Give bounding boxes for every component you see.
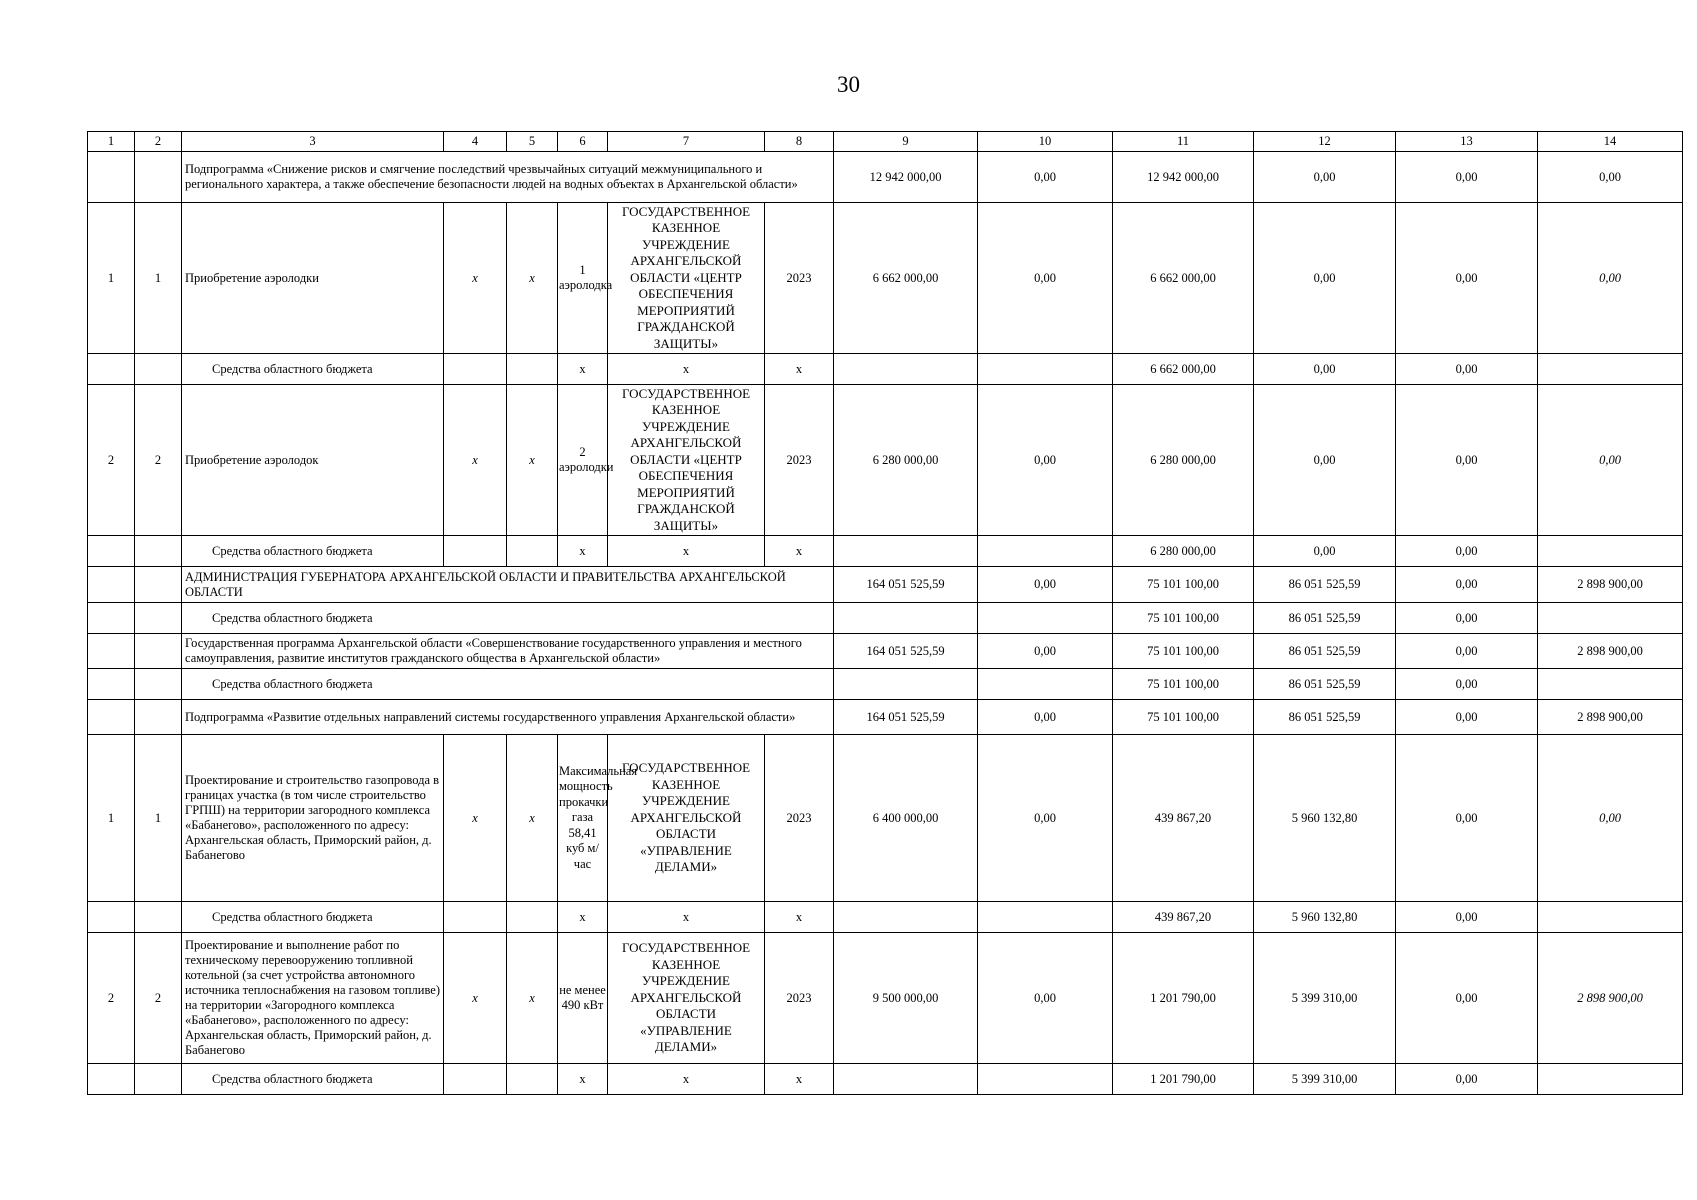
item-name: Проектирование и выполнение работ по техническому перевооружению топливной котельной (за счет устройства автономного источника теплоснабжения на газовом топливе) на территории «Загородного комплекса «Бабанегово», расположенного по адресу: Архангельская область, Приморский район, д. Бабанегово [182,933,444,1064]
col-header: 5 [507,132,558,152]
cell: 0,00 [1396,567,1538,603]
cell [88,536,135,567]
cell-total: 6 662 000,00 [834,203,978,354]
item-name: Приобретение аэролодок [182,385,444,536]
cell: х [558,1064,608,1095]
cell [444,902,507,933]
cell: 0,00 [978,567,1113,603]
cell-year: 2023 [765,203,834,354]
cell: х [558,536,608,567]
cell: х [608,536,765,567]
cell [978,1064,1113,1095]
funding-source: Средства областного бюджета [182,1064,444,1095]
cell: 0,00 [1396,1064,1538,1095]
cell [507,536,558,567]
cell: 0,00 [1538,152,1683,203]
cell-executor: ГОСУДАРСТВЕННОЕ КАЗЕННОЕ УЧРЕЖДЕНИЕ АРХАНГЕЛЬСКОЙ ОБЛАСТИ «ЦЕНТР ОБЕСПЕЧЕНИЯ МЕРОПРИЯТИЙ ГРАЖДАНСКОЙ ЗАЩИТЫ» [608,385,765,536]
cell: 75 101 100,00 [1113,669,1254,700]
cell: 5 960 132,80 [1254,902,1396,933]
cell [135,567,182,603]
cell: 1 201 790,00 [1113,933,1254,1064]
item-name: Приобретение аэролодки [182,203,444,354]
cell: 86 051 525,59 [1254,603,1396,634]
cell: 75 101 100,00 [1113,603,1254,634]
cell: 439 867,20 [1113,735,1254,902]
cell [88,1064,135,1095]
cell [88,634,135,669]
cell: 0,00 [1396,735,1538,902]
cell: 86 051 525,59 [1254,567,1396,603]
cell: 86 051 525,59 [1254,634,1396,669]
cell: 0,00 [1254,152,1396,203]
cell: 0,00 [1254,385,1396,536]
cell [834,354,978,385]
cell-total: 164 051 525,59 [834,700,978,735]
cell-total: 12 942 000,00 [834,152,978,203]
cell: 0,00 [1396,603,1538,634]
cell: х [507,203,558,354]
cell: 0,00 [1396,152,1538,203]
cell [88,700,135,735]
table-row [88,735,1683,902]
cell: 0,00 [978,385,1113,536]
cell [88,902,135,933]
col-header: 3 [182,132,444,152]
cell [1538,1064,1683,1095]
cell [834,1064,978,1095]
cell-number: 1 [88,735,135,902]
cell-total: 164 051 525,59 [834,634,978,669]
cell [135,1064,182,1095]
cell [507,902,558,933]
cell [88,603,135,634]
funding-source: Средства областного бюджета [182,669,834,700]
cell: 0,00 [1396,203,1538,354]
cell [507,354,558,385]
cell-quantity: Максимальная мощность прокачки газа 58,41 куб м/час [558,735,608,902]
table-row [88,634,1683,669]
cell: 2 898 900,00 [1538,634,1683,669]
cell [135,354,182,385]
cell: 0,00 [1254,536,1396,567]
cell-executor: ГОСУДАРСТВЕННОЕ КАЗЕННОЕ УЧРЕЖДЕНИЕ АРХАНГЕЛЬСКОЙ ОБЛАСТИ «УПРАВЛЕНИЕ ДЕЛАМИ» [608,735,765,902]
col-header: 1 [88,132,135,152]
cell: 0,00 [1396,634,1538,669]
cell-year: 2023 [765,385,834,536]
cell: 5 960 132,80 [1254,735,1396,902]
table-row [88,536,1683,567]
cell: х [558,902,608,933]
cell: х [765,1064,834,1095]
cell: 5 399 310,00 [1254,1064,1396,1095]
cell: х [507,933,558,1064]
cell [1538,603,1683,634]
cell [135,634,182,669]
table-row [88,933,1683,1064]
cell [135,902,182,933]
cell: х [444,203,507,354]
col-header: 10 [978,132,1113,152]
cell: х [507,385,558,536]
cell: х [608,902,765,933]
cell: х [608,1064,765,1095]
cell [444,1064,507,1095]
table-row [88,902,1683,933]
cell-year: 2023 [765,735,834,902]
subprogram-title: Подпрограмма «Снижение рисков и смягчение последствий чрезвычайных ситуаций межмуниципального и регионального характера, а также обеспечение безопасности людей на водных объектах в Архангельской области» [182,152,834,203]
cell [978,902,1113,933]
cell-number: 2 [88,385,135,536]
table-row [88,203,1683,354]
cell: 0,00 [978,735,1113,902]
table-row [88,1064,1683,1095]
cell [88,669,135,700]
cell [978,354,1113,385]
col-header: 4 [444,132,507,152]
table-row [88,669,1683,700]
table-row [88,385,1683,536]
cell: 0,00 [1396,933,1538,1064]
cell: 0,00 [978,933,1113,1064]
cell [135,152,182,203]
cell: 0,00 [1396,700,1538,735]
table-row [88,603,1683,634]
cell: 439 867,20 [1113,902,1254,933]
col-header: 14 [1538,132,1683,152]
cell: 6 662 000,00 [1113,354,1254,385]
cell [834,603,978,634]
cell-executor: ГОСУДАРСТВЕННОЕ КАЗЕННОЕ УЧРЕЖДЕНИЕ АРХАНГЕЛЬСКОЙ ОБЛАСТИ «УПРАВЛЕНИЕ ДЕЛАМИ» [608,933,765,1064]
table-row [88,152,1683,203]
cell-year: 2023 [765,933,834,1064]
col-header: 7 [608,132,765,152]
cell-quantity: 1 аэролодка [558,203,608,354]
cell: х [608,354,765,385]
cell-number: 1 [135,203,182,354]
cell: х [765,354,834,385]
col-header: 6 [558,132,608,152]
table-row [88,700,1683,735]
table-row [88,567,1683,603]
cell: х [444,933,507,1064]
cell [135,669,182,700]
cell: х [444,385,507,536]
cell [444,354,507,385]
cell [88,567,135,603]
cell: х [444,735,507,902]
cell [1538,354,1683,385]
cell-total: 9 500 000,00 [834,933,978,1064]
cell-number: 2 [135,933,182,1064]
cell [444,536,507,567]
col-header: 13 [1396,132,1538,152]
cell: 75 101 100,00 [1113,634,1254,669]
cell: 0,00 [978,700,1113,735]
cell-quantity: 2 аэролодки [558,385,608,536]
cell [978,603,1113,634]
cell-number: 1 [88,203,135,354]
cell: 6 280 000,00 [1113,385,1254,536]
cell: 0,00 [1396,669,1538,700]
cell: х [558,354,608,385]
cell: х [765,536,834,567]
cell [834,536,978,567]
cell: 2 898 900,00 [1538,933,1683,1064]
program-title: Государственная программа Архангельской области «Совершенствование государственного управления и местного самоуправления, развитие институтов гражданского общества в Архангельской области» [182,634,834,669]
cell: 0,00 [978,634,1113,669]
cell: 2 898 900,00 [1538,700,1683,735]
cell-number: 1 [135,735,182,902]
page-number: 30 [837,72,860,97]
cell [135,603,182,634]
cell-total: 6 280 000,00 [834,385,978,536]
cell [1538,669,1683,700]
table-row [88,354,1683,385]
cell: 5 399 310,00 [1254,933,1396,1064]
cell: х [507,735,558,902]
cell [507,1064,558,1095]
cell [135,700,182,735]
cell [834,669,978,700]
cell: 0,00 [1396,385,1538,536]
item-name: Проектирование и строительство газопровода в границах участка (в том числе строительство ГРПШ) на территории загородного комплекса «Бабанегово», расположенного по адресу: Архангельская область, Приморский район, д. Бабанегово [182,735,444,902]
cell [978,536,1113,567]
col-header: 2 [135,132,182,152]
cell: 0,00 [1538,203,1683,354]
cell-number: 2 [135,385,182,536]
col-header: 12 [1254,132,1396,152]
col-header: 11 [1113,132,1254,152]
budget-table [87,131,1683,1095]
cell: 0,00 [978,203,1113,354]
cell: 0,00 [1538,735,1683,902]
cell [1538,902,1683,933]
cell [88,152,135,203]
cell-total: 164 051 525,59 [834,567,978,603]
funding-source: Средства областного бюджета [182,354,444,385]
cell: х [765,902,834,933]
cell: 0,00 [1254,354,1396,385]
cell-total: 6 400 000,00 [834,735,978,902]
cell: 0,00 [1538,385,1683,536]
cell [88,354,135,385]
subprogram-title: Подпрограмма «Развитие отдельных направлений системы государственного управления Архангельской области» [182,700,834,735]
cell [834,902,978,933]
funding-source: Средства областного бюджета [182,902,444,933]
cell: 0,00 [1396,902,1538,933]
cell-number: 2 [88,933,135,1064]
cell: 86 051 525,59 [1254,700,1396,735]
cell: 0,00 [1396,536,1538,567]
organization-title: АДМИНИСТРАЦИЯ ГУБЕРНАТОРА АРХАНГЕЛЬСКОЙ ОБЛАСТИ И ПРАВИТЕЛЬСТВА АРХАНГЕЛЬСКОЙ ОБЛАСТИ [182,567,834,603]
cell: 0,00 [1254,203,1396,354]
cell: 1 201 790,00 [1113,1064,1254,1095]
funding-source: Средства областного бюджета [182,603,834,634]
cell [135,536,182,567]
cell-quantity: не менее 490 кВт [558,933,608,1064]
col-header: 8 [765,132,834,152]
cell: 6 280 000,00 [1113,536,1254,567]
cell [978,669,1113,700]
funding-source: Средства областного бюджета [182,536,444,567]
col-header: 9 [834,132,978,152]
cell: 0,00 [978,152,1113,203]
cell: 86 051 525,59 [1254,669,1396,700]
cell: 12 942 000,00 [1113,152,1254,203]
cell: 75 101 100,00 [1113,567,1254,603]
cell: 75 101 100,00 [1113,700,1254,735]
cell-executor: ГОСУДАРСТВЕННОЕ КАЗЕННОЕ УЧРЕЖДЕНИЕ АРХАНГЕЛЬСКОЙ ОБЛАСТИ «ЦЕНТР ОБЕСПЕЧЕНИЯ МЕРОПРИЯТИЙ ГРАЖДАНСКОЙ ЗАЩИТЫ» [608,203,765,354]
cell [1538,536,1683,567]
cell: 6 662 000,00 [1113,203,1254,354]
column-number-row [88,132,1683,152]
cell: 2 898 900,00 [1538,567,1683,603]
cell: 0,00 [1396,354,1538,385]
